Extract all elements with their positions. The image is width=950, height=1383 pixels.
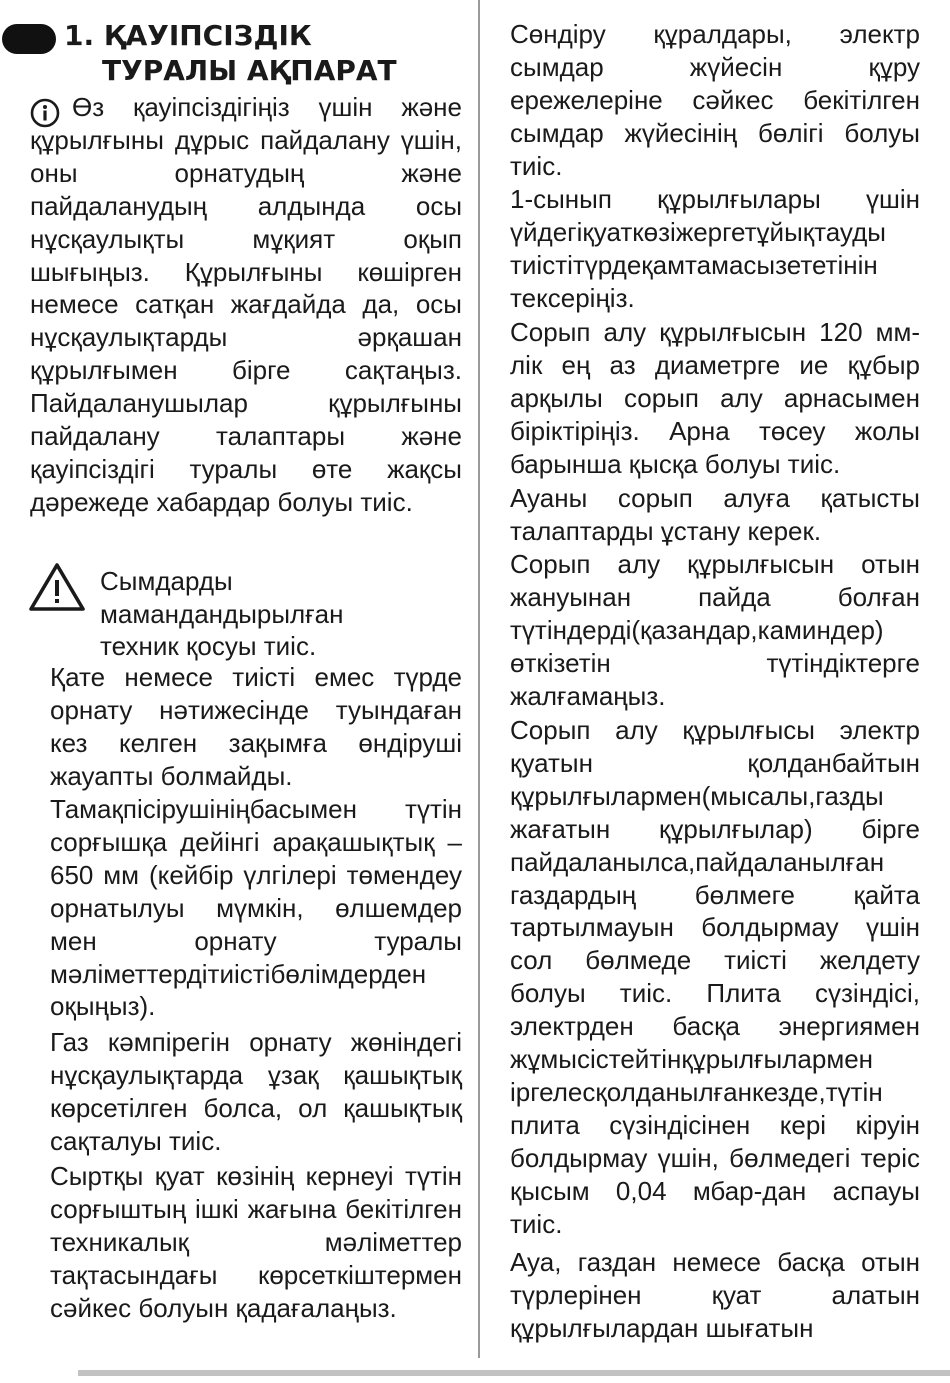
left-paragraph: Қате немесе тиісті емес түрде орнату нәтижесінде туындаған кез келген зақымға өндіруші жауапты болмайды. bbox=[50, 662, 462, 791]
right-paragraph: Сөндіру құралдары, электр сымдар жүйесін құру ережелеріне сәйкес бекітілген сымдар жүйесінің бөлігі болуы тиіс. bbox=[510, 19, 920, 181]
section-tab-marker bbox=[2, 24, 56, 54]
left-paragraph: Сыртқы қуат көзінің кернеуі түтін сорғыштың ішкі жағына бекітілген техникалық мәліметтер тақтасындағы көрсеткіштермен сәйкес болуын қадағалаңыз. bbox=[50, 1161, 462, 1323]
warning-line: техник қосуы тиіс. bbox=[100, 631, 317, 661]
right-paragraph: 1-сынып құрылғылары үшін үйдегіқуаткөзіжергетұйықтауды тиістітүрдеқамтамасызететінін тексеріңіз. bbox=[510, 184, 920, 313]
left-paragraph: Газ кәмпірегін орнату жөніндегі нұсқаулықтарда ұзақ қашықтық көрсетілген болса, ол қашықтық сақталуы тиіс. bbox=[50, 1027, 462, 1156]
right-paragraph: Сорып алу құрылғысын 120 мм-лік ең аз диаметрге ие құбыр арқылы сорып алу арнасымен біріктіріңіз. Арна төсеу жолы барынша қысқа болуы тиіс. bbox=[510, 317, 920, 479]
section-title-line1: 1. ҚАУІПСІЗДІК bbox=[64, 19, 312, 52]
right-paragraph: Сорып алу құрылғысын отын жануынан пайда болған түтіндерді(қазандар,каминдер) өткізетін түтіндіктерге жалғамаңыз. bbox=[510, 549, 920, 711]
left-paragraph: Тамақпісірушініңбасымен түтін сорғышқа дейінгі арақашықтық – 650 мм (кейбір үлгілері төмендеу орнатылуы мүмкін, өлшемдер мен орнату туралы мәліметтердітиістібөлімдерден оқыңыз). bbox=[50, 794, 462, 1022]
column-divider bbox=[478, 0, 480, 1358]
right-paragraph: Ауаны сорып алуға қатысты талаптарды ұстану керек. bbox=[510, 483, 920, 546]
right-paragraph: Ауа, газдан немесе басқа отын түрлерінен қуат алатын құрылғылардан шығатын bbox=[510, 1247, 920, 1343]
bottom-rule bbox=[78, 1370, 950, 1376]
warning-line: мамандандырылған bbox=[100, 598, 344, 629]
warning-note bbox=[100, 565, 344, 663]
section-title bbox=[64, 18, 397, 88]
warning-triangle-icon bbox=[28, 562, 86, 612]
right-paragraph: Сорып алу құрылғысы электр қуатын қолданбайтын құрылғылармен(мысалы,газды жағатын құрылғылар) бірге пайдаланылса,пайдаланылған газдардың бөлмеге қайта тартылмауын болдырмау үшін сол бөлмеде тиісті желдету болуы тиіс. Плита сүзіндісі, электрден басқа энергиямен жұмысістейтінқұрылғылармен іргелесқолданылғанкезде,түтін плита сүзіндісінен кері кіруін болдырмау үшін, бөлмедегі теріс қысым 0,04 мбар-дан аспауы тиіс. bbox=[510, 715, 920, 1239]
warning-line: Сымдарды bbox=[100, 566, 233, 596]
section-title-line2: ТУРАЛЫ АҚПАРАТ bbox=[102, 54, 397, 87]
intro-paragraph: Өз қауіпсіздігіңіз үшін және құрылғыны дұрыс пайдалану үшін, оны орнатудың және пайдаланудың алдында осы нұсқаулықты мұқият оқып шығыңыз. Құрылғыны көшірген немесе сатқан жағдайда да, осы нұсқаулықтарды әрқашан құрылғымен бірге сақтаңыз. Пайдаланушылар құрылғыны пайдалану талаптары және қауіпсіздігі туралы өте жақсы дәрежеде хабардар болуы тиіс. bbox=[30, 92, 462, 517]
